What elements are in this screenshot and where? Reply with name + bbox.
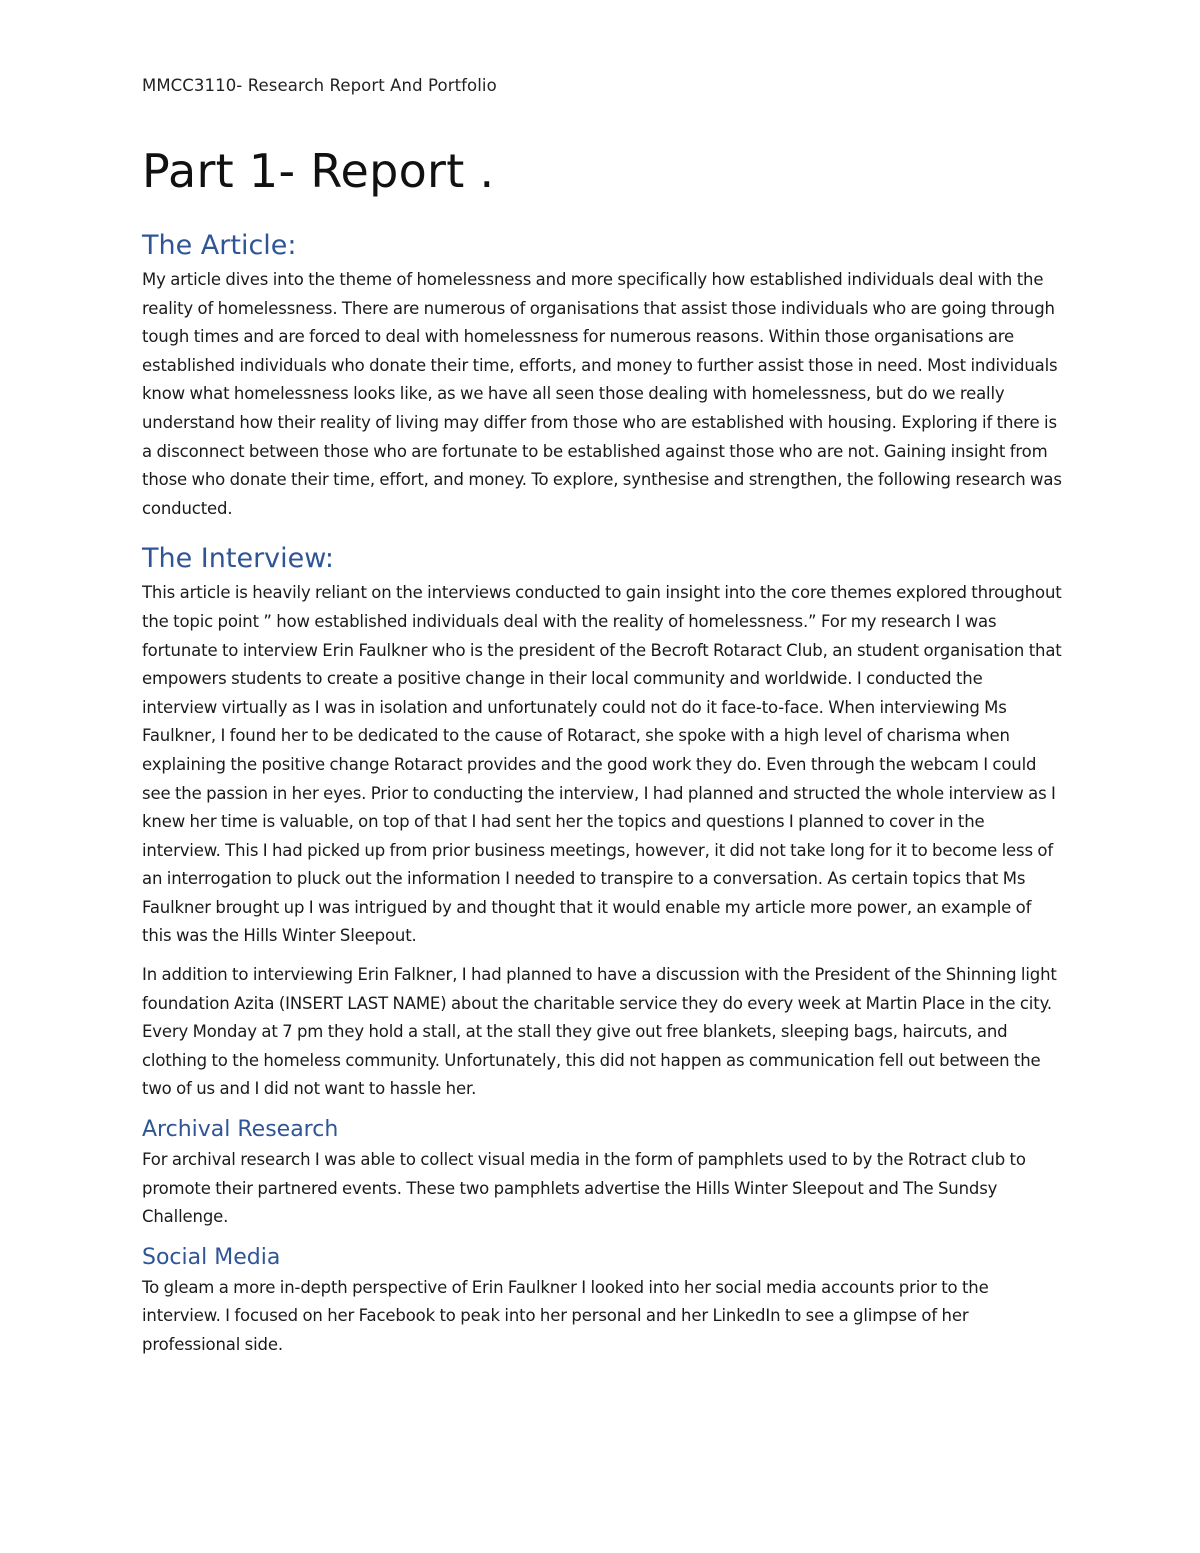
document-body	[142, 226, 1062, 1360]
social-media-paragraph: To gleam a more in-depth perspective of Erin Faulkner I looked into her social media accounts prior to the interview. I focused on her Facebook to peak into her personal and her LinkedIn to see a glimpse of her professional side.	[142, 1277, 989, 1354]
interview-paragraph-2: In addition to interviewing Erin Falkner, I had planned to have a discussion with the President of the Shinning light foundation Azita (INSERT LAST NAME) about the charitable service they do every week at Martin Place in the city. Every Monday at 7 pm they hold a stall, at the stall they give out free blankets, sleeping bags, haircuts, and clothing to the homeless community. Unfortunately, this did not happen as communication fell out between the two of us and I did not want to hassle her.	[142, 965, 1057, 1099]
section-heading-article: The Article:	[142, 230, 297, 261]
archival-paragraph: For archival research I was able to collect visual media in the form of pamphlets used to by the Rotract club to promote their partnered events. These two pamphlets advertise the Hills Winter Sleepout and The Sundsy Challenge.	[142, 1150, 1026, 1227]
article-paragraph: My article dives into the theme of homelessness and more specifically how established individuals deal with the reality of homelessness. There are numerous of organisations that assist those individuals who are going through tough times and are forced to deal with homelessness for numerous reasons. Within those organisations are established individuals who donate their time, efforts, and money to further assist those in need. Most individuals know what homelessness looks like, as we have all seen those dealing with homelessness, but do we really understand how their reality of living may differ from those who are established with housing. Exploring if there is a disconnect between those who are fortunate to be established against those who are not. Gaining insight from those who donate their time, effort, and money. To explore, synthesise and strengthen, the following research was conducted.	[142, 270, 1062, 518]
section-interview	[142, 539, 1062, 1104]
section-article	[142, 226, 1062, 523]
section-social-media	[142, 1242, 1062, 1360]
section-heading-archival-research: Archival Research	[142, 1117, 339, 1143]
interview-paragraph-1: This article is heavily reliant on the interviews conducted to gain insight into the core themes explored throughout the topic point ” how established individuals deal with the reality of homelessness.” For my research I was fortunate to interview Erin Faulkner who is the president of the Becroft Rotaract Club, an student organisation that empowers students to create a positive change in their local community and worldwide. I conducted the interview virtually as I was in isolation and unfortunately could not do it face-to-face. When interviewing Ms Faulkner, I found her to be dedicated to the cause of Rotaract, she spoke with a high level of charisma when explaining the positive change Rotaract provides and the good work they do. Even through the webcam I could see the passion in her eyes. Prior to conducting the interview, I had planned and structed the whole interview as I knew her time is valuable, on top of that I had sent her the topics and questions I planned to cover in the interview. This I had picked up from prior business meetings, however, it did not take long for it to become less of an interrogation to pluck out the information I needed to transpire to a conversation. As certain topics that Ms Faulkner brought up I was intrigued by and thought that it would enable my article more power, an example of this was the Hills Winter Sleepout.	[142, 583, 1062, 946]
document-title: Part 1- Report .	[142, 144, 495, 198]
section-heading-social-media: Social Media	[142, 1244, 281, 1270]
page-header: MMCC3110- Research Report And Portfolio	[142, 76, 497, 95]
section-heading-interview: The Interview:	[142, 543, 334, 575]
document-page	[142, 0, 1062, 1553]
section-archival-research	[142, 1114, 1062, 1232]
